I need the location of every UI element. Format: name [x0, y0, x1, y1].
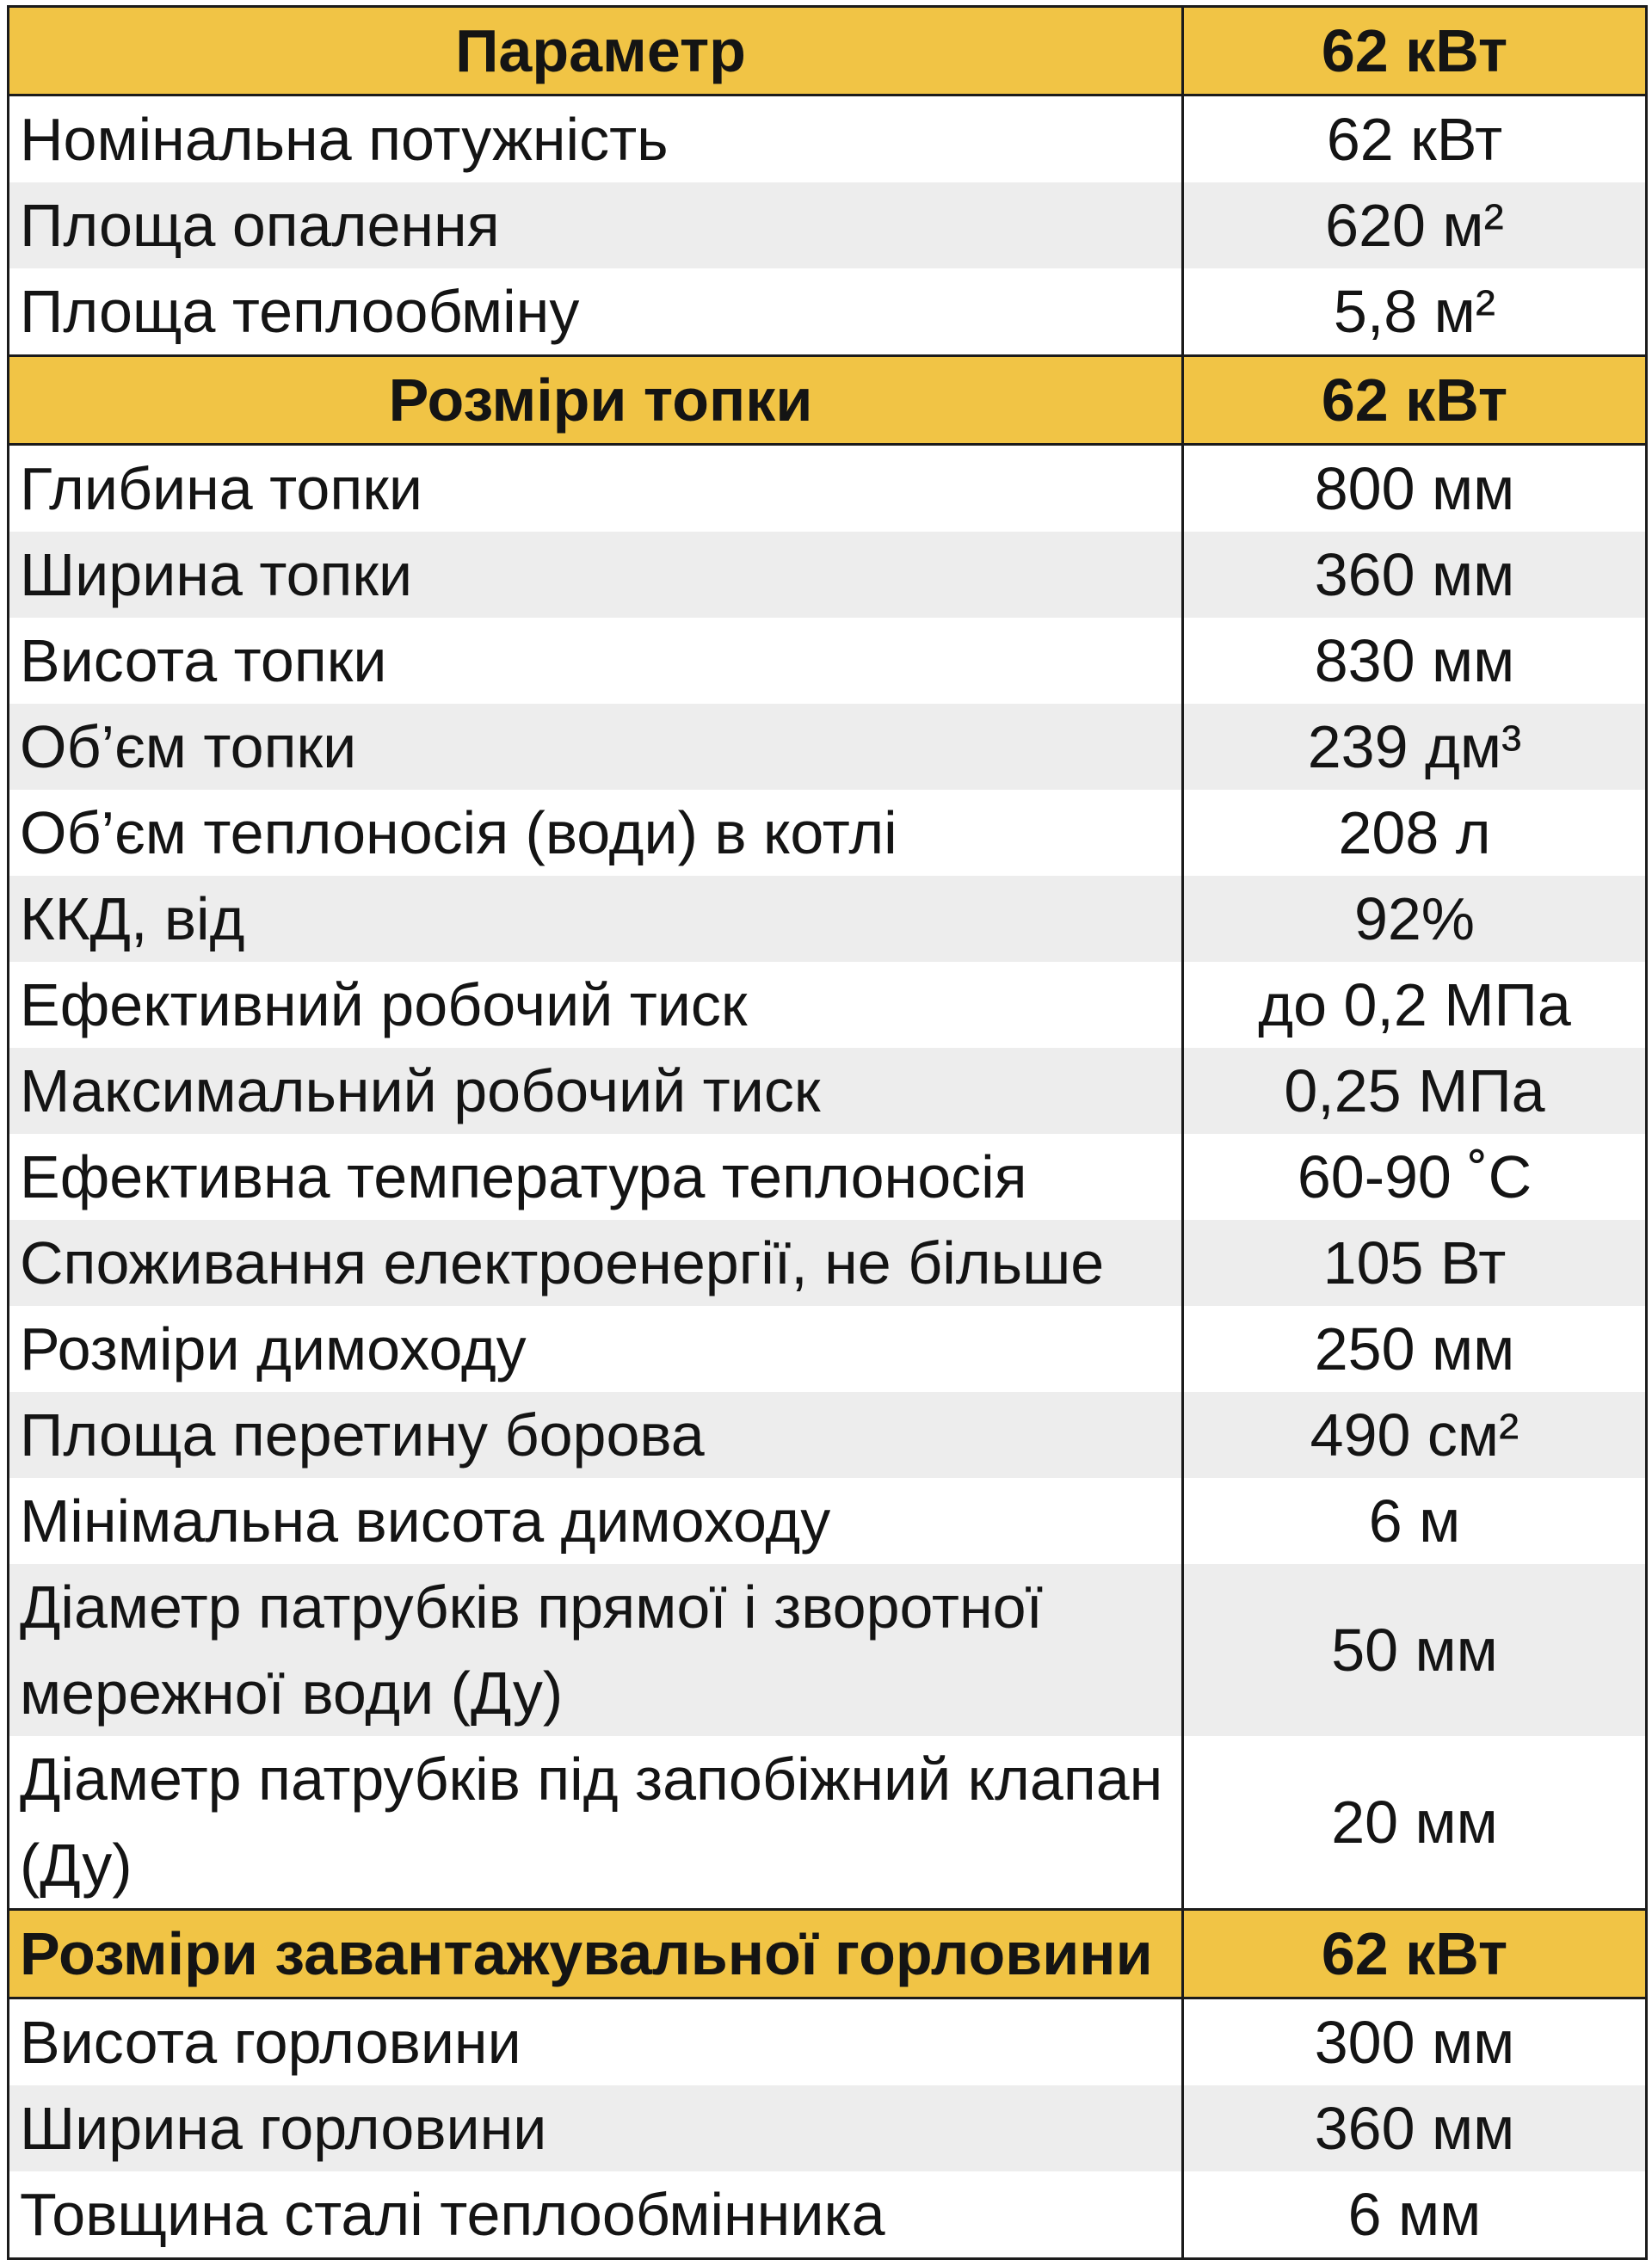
- section-header-value: 62 кВт: [1183, 7, 1647, 95]
- parameter-value: 50 мм: [1183, 1564, 1647, 1736]
- table-row: [9, 962, 1647, 1048]
- parameter-value: 6 мм: [1183, 2171, 1647, 2259]
- parameter-name: Площа перетину борова: [9, 1392, 1183, 1478]
- table-row: [9, 1306, 1647, 1392]
- parameter-name: Висота горловини: [9, 1998, 1183, 2086]
- parameter-name: ККД, від: [9, 876, 1183, 962]
- section-header-name: Розміри завантажувальної горловини: [9, 1910, 1183, 1998]
- parameter-value: 239 дм³: [1183, 704, 1647, 790]
- parameter-value: 5,8 м²: [1183, 268, 1647, 356]
- parameter-name: Діаметр патрубків під запобіжний клапан (Ду): [9, 1736, 1183, 1910]
- parameter-name: Ширина горловини: [9, 2085, 1183, 2171]
- section-header-name: Розміри топки: [9, 356, 1183, 445]
- parameter-name: Розміри димоходу: [9, 1306, 1183, 1392]
- table-row: [9, 876, 1647, 962]
- parameter-name: Ефективна температура теплоносія: [9, 1134, 1183, 1220]
- table-row: [9, 95, 1647, 183]
- parameter-name: Ефективний робочий тиск: [9, 962, 1183, 1048]
- table-row: [9, 1998, 1647, 2086]
- parameter-name: Максимальний робочий тиск: [9, 1048, 1183, 1134]
- parameter-value: 20 мм: [1183, 1736, 1647, 1910]
- section-header-value: 62 кВт: [1183, 1910, 1647, 1998]
- section-header: [9, 356, 1647, 445]
- parameter-name: Площа теплообміну: [9, 268, 1183, 356]
- table-row: [9, 1564, 1647, 1736]
- parameter-value: 60-90 ˚С: [1183, 1134, 1647, 1220]
- table-row: [9, 1478, 1647, 1564]
- section-header: [9, 1910, 1647, 1998]
- parameter-value: 360 мм: [1183, 2085, 1647, 2171]
- table-row: [9, 1392, 1647, 1478]
- table-row: [9, 1220, 1647, 1306]
- parameter-value: 620 м²: [1183, 182, 1647, 268]
- table-row: [9, 1736, 1647, 1910]
- table-row: [9, 268, 1647, 356]
- table-row: [9, 618, 1647, 704]
- table-row: [9, 704, 1647, 790]
- parameter-value: до 0,2 МПа: [1183, 962, 1647, 1048]
- parameter-name: Площа опалення: [9, 182, 1183, 268]
- specifications-table: [7, 5, 1648, 2260]
- parameter-value: 92%: [1183, 876, 1647, 962]
- parameter-name: Ширина топки: [9, 532, 1183, 618]
- section-header: [9, 7, 1647, 95]
- parameter-value: 300 мм: [1183, 1998, 1647, 2086]
- parameter-name: Глибина топки: [9, 445, 1183, 533]
- table-row: [9, 445, 1647, 533]
- table-row: [9, 2085, 1647, 2171]
- parameter-value: 250 мм: [1183, 1306, 1647, 1392]
- parameter-name: Номінальна потужність: [9, 95, 1183, 183]
- table-row: [9, 182, 1647, 268]
- table-row: [9, 2171, 1647, 2259]
- parameter-name: Споживання електроенергії, не більше: [9, 1220, 1183, 1306]
- section-header-name: Параметр: [9, 7, 1183, 95]
- parameter-name: Мінімальна висота димоходу: [9, 1478, 1183, 1564]
- parameter-name: Товщина сталі теплообмінника: [9, 2171, 1183, 2259]
- parameter-name: Об’єм теплоносія (води) в котлі: [9, 790, 1183, 876]
- parameter-value: 0,25 МПа: [1183, 1048, 1647, 1134]
- parameter-name: Діаметр патрубків прямої і зворотної мережної води (Ду): [9, 1564, 1183, 1736]
- table-row: [9, 1048, 1647, 1134]
- parameter-value: 208 л: [1183, 790, 1647, 876]
- parameter-value: 62 кВт: [1183, 95, 1647, 183]
- parameter-value: 6 м: [1183, 1478, 1647, 1564]
- parameter-name: Висота топки: [9, 618, 1183, 704]
- table-row: [9, 790, 1647, 876]
- parameter-value: 830 мм: [1183, 618, 1647, 704]
- table-row: [9, 532, 1647, 618]
- parameter-value: 360 мм: [1183, 532, 1647, 618]
- parameter-value: 800 мм: [1183, 445, 1647, 533]
- parameter-name: Об’єм топки: [9, 704, 1183, 790]
- parameter-value: 490 см²: [1183, 1392, 1647, 1478]
- section-header-value: 62 кВт: [1183, 356, 1647, 445]
- table-row: [9, 1134, 1647, 1220]
- parameter-value: 105 Вт: [1183, 1220, 1647, 1306]
